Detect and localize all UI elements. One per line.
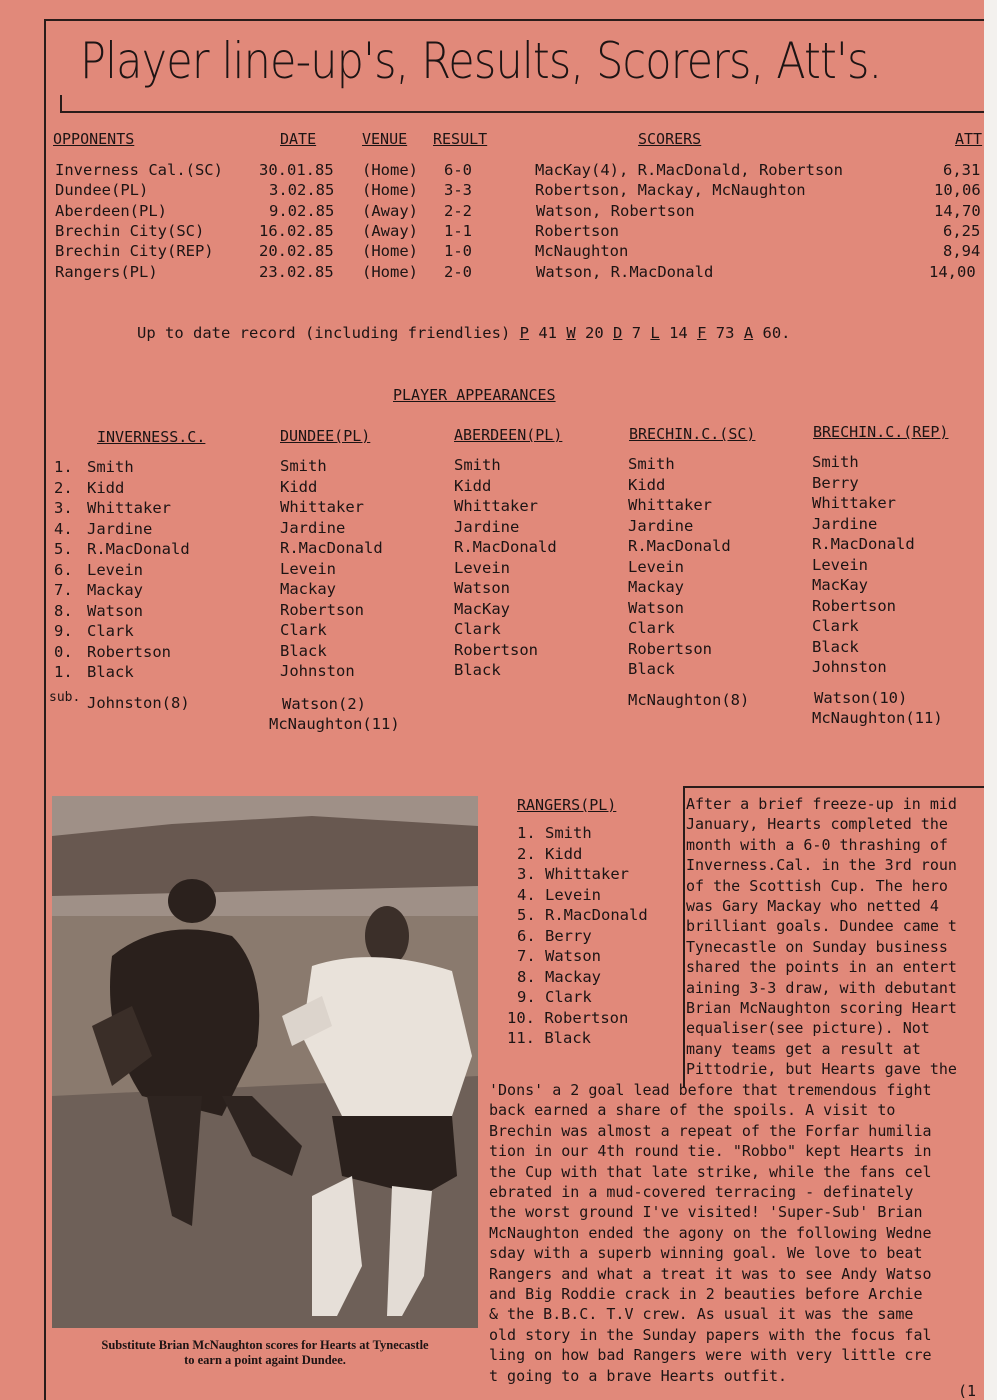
article-line: sday with a superb winning goal. We love to beat (489, 1244, 923, 1263)
header-venue: VENUE (362, 130, 408, 148)
lineup-number: 9. (54, 622, 73, 640)
photo-caption-line: Substitute Brian McNaughton scores for Hearts at Tynecastle (101, 1338, 429, 1352)
column-heading-aberdeen: ABERDEEN(PL) (454, 426, 563, 444)
article-line: the Cup with that late strike, while the fans cel (489, 1162, 932, 1181)
opponent-cell: Brechin City(REP) (55, 242, 214, 260)
player-name: Mackay (628, 578, 684, 596)
column-heading-inverness: INVERNESS.C. (97, 428, 206, 446)
season-record (137, 323, 791, 343)
player-name: Jardine (454, 517, 520, 536)
scorers-cell: McNaughton (535, 242, 629, 260)
player-name: Robertson (280, 600, 364, 619)
player-name: R.MacDonald (628, 537, 731, 555)
date-cell: 3.02.85 (269, 181, 335, 199)
article-line: January, Hearts completed the (686, 815, 948, 834)
result-cell: 3-3 (444, 181, 472, 199)
player-name: Jardine (628, 516, 694, 535)
lineup-number: 5. (54, 540, 73, 558)
substitute-name: McNaughton(8) (628, 690, 750, 709)
header-scorers: SCORERS (638, 130, 702, 148)
article-line: and Big Roddie crack in 2 beauties before Archie (489, 1285, 923, 1304)
player-name: 8. Mackay (517, 967, 601, 986)
article-line: McNaughton ended the agony on the following Wedne (489, 1223, 932, 1242)
record-f-label: F (697, 324, 707, 342)
player-name: Jardine (87, 519, 153, 538)
date-cell: 23.02.85 (259, 263, 334, 281)
player-name: Smith (280, 457, 327, 475)
opponent-cell: Inverness Cal.(SC) (55, 161, 223, 179)
player-name: Smith (628, 455, 675, 473)
player-name: Levein (628, 557, 684, 576)
lineup-number: 0. (54, 642, 73, 661)
venue-cell: (Away) (362, 202, 418, 220)
player-name: Whittaker (812, 494, 896, 512)
substitute-name: Johnston(8) (87, 693, 190, 712)
article-line: the worst ground I've visited! 'Super-Sub' Brian (489, 1203, 923, 1222)
att-cell: 10,06 (934, 181, 981, 199)
column-heading-dundee: DUNDEE(PL) (280, 427, 371, 445)
table-row (0, 160, 990, 180)
record-lost: 14 (669, 324, 688, 342)
opponent-cell: Rangers(PL) (55, 263, 158, 281)
player-name: Levein (280, 559, 336, 578)
result-cell: 6-0 (444, 161, 472, 179)
att-cell: 14,70 (934, 202, 981, 220)
player-name: Watson (87, 601, 143, 620)
player-name: Watson (454, 579, 510, 597)
player-name: Whittaker (628, 496, 712, 514)
player-name: Johnston (280, 662, 355, 680)
player-name: Black (812, 637, 859, 656)
date-cell: 16.02.85 (259, 222, 334, 240)
article-line: brilliant goals. Dundee came t (686, 917, 957, 936)
lineup-number: 2. (54, 478, 73, 497)
appearances-heading: PLAYER APPEARANCES (393, 386, 556, 404)
venue-cell: (Home) (362, 263, 418, 281)
column-heading-brechin-sc: BRECHIN.C.(SC) (629, 425, 756, 443)
player-name: Kidd (280, 477, 318, 496)
article-line: Tynecastle on Sunday business (686, 937, 948, 956)
scorers-cell: Robertson (535, 222, 619, 240)
page-frame-top (44, 19, 996, 21)
lineup-number: 8. (54, 601, 73, 620)
player-name: 7. Watson (517, 947, 601, 965)
result-cell: 2-0 (444, 263, 472, 281)
player-name: Black (87, 663, 134, 681)
column-heading-brechin-rep: BRECHIN.C.(REP) (813, 423, 949, 441)
lineup-number: 3. (54, 499, 73, 517)
venue-cell: (Home) (362, 161, 418, 179)
scorers-cell: Robertson, Mackay, McNaughton (535, 181, 806, 199)
player-name: Levein (87, 560, 143, 579)
att-cell: 8,94 (943, 242, 981, 260)
title-rule-tick (60, 95, 62, 112)
player-name: Levein (454, 558, 510, 577)
player-name: Jardine (280, 518, 346, 537)
substitute-name: Watson(10) (814, 688, 908, 707)
player-name: Black (280, 641, 327, 660)
player-name: Kidd (628, 475, 666, 494)
table-row (0, 241, 990, 261)
player-name: Johnston (812, 658, 887, 676)
header-date: DATE (280, 130, 317, 148)
article-boxed-text (686, 794, 957, 1080)
page-number: (1 (958, 1382, 977, 1400)
date-cell: 30.01.85 (259, 161, 334, 179)
lineup-aberdeen (454, 455, 557, 681)
scorers-cell: Watson, Robertson (536, 202, 695, 220)
player-name: 10. Robertson (507, 1008, 629, 1027)
opponent-cell: Dundee(PL) (55, 181, 149, 199)
article-line: ling on how bad Rangers were with very little cre (489, 1346, 932, 1365)
player-name: Clark (812, 617, 859, 635)
opponent-cell: Aberdeen(PL) (55, 202, 167, 220)
player-name: Clark (628, 619, 675, 637)
article-line: t going to a brave Hearts outfit. (489, 1366, 788, 1385)
article-line: Inverness.Cal. in the 3rd roun (686, 856, 957, 875)
article-line: Brian McNaughton scoring Heart (686, 999, 957, 1018)
article-line: 'Dons' a 2 goal lead before that tremendous fight (489, 1081, 932, 1099)
lineup-numbers (54, 457, 73, 683)
article-line: Pittodrie, but Hearts gave the (686, 1060, 957, 1079)
att-cell: 6,25 (943, 222, 981, 240)
article-line: old story in the Sunday papers with the focus fal (489, 1325, 932, 1344)
player-name: 5. R.MacDonald (517, 906, 648, 924)
article-line: tion in our 4th round tie. "Robbo" kept Hearts in (489, 1142, 932, 1161)
player-name: Clark (454, 620, 501, 638)
record-against: 60. (762, 324, 791, 342)
article-line: & the B.B.C. T.V crew. As usual it was the same (489, 1305, 914, 1324)
venue-cell: (Home) (362, 181, 418, 199)
header-att: ATT (955, 130, 983, 148)
opponent-cell: Brechin City(SC) (55, 222, 205, 240)
player-name: 6. Berry (517, 926, 592, 945)
article-wide-text (489, 1080, 932, 1386)
record-a-label: A (743, 324, 754, 342)
player-name: R.MacDonald (280, 539, 383, 557)
article-line: of the Scottish Cup. The hero (686, 876, 948, 895)
header-result: RESULT (433, 130, 488, 148)
lineup-brechin-rep (812, 452, 943, 729)
att-cell: 6,31 (943, 161, 981, 179)
lineup-inverness (87, 457, 190, 713)
player-name: R.MacDonald (87, 540, 190, 558)
article-line: aining 3-3 draw, with debutant (686, 978, 957, 997)
player-name: Mackay (280, 580, 336, 598)
article-line: month with a 6-0 thrashing of (686, 835, 948, 854)
lineup-number: 7. (54, 581, 73, 599)
player-name: Robertson (87, 642, 171, 661)
record-w-label: W (566, 324, 576, 342)
player-name: MacKay (812, 576, 868, 594)
record-won: 20 (585, 324, 604, 342)
player-name: Levein (812, 555, 868, 574)
sub-label: sub. (49, 690, 81, 705)
title-underline (60, 111, 990, 113)
scorers-cell: MacKay(4), R.MacDonald, Robertson (535, 161, 843, 179)
lineup-number: 4. (54, 519, 73, 538)
player-name: Black (454, 661, 501, 679)
player-name: Whittaker (280, 498, 364, 516)
article-line: After a brief freeze-up in mid (686, 795, 957, 813)
article-line: Brechin was almost a repeat of the Forfar humilia (489, 1121, 932, 1140)
column-heading-rangers: RANGERS(PL) (517, 796, 617, 814)
player-name: Whittaker (454, 497, 538, 515)
player-name: Smith (87, 458, 134, 476)
lineup-dundee (269, 456, 400, 735)
player-name: Clark (87, 622, 134, 640)
lineup-number: 1. (54, 663, 73, 681)
lineup-number: 6. (54, 560, 73, 579)
player-name: Smith (812, 453, 859, 471)
player-name: 4. Levein (517, 885, 601, 904)
player-name: MacKay (454, 599, 510, 618)
player-name: Kidd (454, 476, 492, 495)
match-photo (52, 796, 478, 1328)
substitute-name: McNaughton(11) (812, 709, 943, 727)
player-name: Robertson (812, 596, 896, 615)
player-name: 1. Smith (517, 824, 592, 842)
article-line: shared the points in an entert (686, 958, 957, 977)
player-name: Robertson (628, 639, 712, 658)
table-row (0, 180, 990, 200)
date-cell: 9.02.85 (269, 202, 335, 220)
player-name: Watson (628, 598, 684, 617)
player-name: Smith (454, 456, 501, 474)
table-row (0, 262, 990, 282)
article-line: equaliser(see picture). Not (686, 1019, 930, 1038)
venue-cell: (Away) (362, 222, 418, 240)
record-l-label: L (650, 324, 660, 342)
record-for: 73 (715, 324, 735, 342)
player-name: Jardine (812, 514, 878, 533)
scorers-cell: Watson, R.MacDonald (536, 263, 714, 281)
article-line: many teams get a result at (686, 1039, 921, 1058)
match-photo-image (52, 796, 478, 1328)
player-name: 2. Kidd (517, 844, 583, 863)
record-prefix: Up to date record (including friendlies) (137, 324, 511, 342)
header-opponents: OPPONENTS (53, 130, 135, 148)
substitute-name: Watson(2) (282, 694, 366, 713)
player-name: 3. Whittaker (517, 865, 629, 883)
result-cell: 1-1 (444, 222, 472, 240)
player-name: R.MacDonald (812, 535, 915, 553)
player-name: Whittaker (87, 499, 171, 517)
record-drawn: 7 (631, 324, 642, 342)
page-edge (984, 0, 997, 1400)
date-cell: 20.02.85 (259, 242, 334, 260)
lineup-rangers (507, 823, 648, 1049)
record-played: 41 (538, 324, 557, 342)
photo-caption-line: to earn a point againt Dundee. (184, 1353, 346, 1367)
record-d-label: D (613, 324, 623, 342)
lineup-number: 1. (54, 458, 73, 476)
article-line: was Gary Mackay who netted 4 (686, 897, 939, 916)
record-p-label: P (519, 324, 529, 342)
result-cell: 2-2 (444, 202, 472, 220)
photo-caption (52, 1338, 478, 1368)
player-name: 9. Clark (517, 988, 592, 1006)
table-row (0, 221, 990, 241)
article-line: ebrated in a mud-covered terracing - definately (489, 1183, 914, 1202)
article-line: Rangers and what a treat it was to see Andy Watso (489, 1264, 932, 1283)
venue-cell: (Home) (362, 242, 418, 260)
table-row (0, 201, 990, 221)
player-name: R.MacDonald (454, 538, 557, 556)
lineup-brechin-sc (628, 454, 749, 710)
article-line: back earned a share of the spoils. A visit to (489, 1101, 896, 1120)
player-name: Berry (812, 473, 859, 492)
player-name: Clark (280, 621, 327, 639)
player-name: Black (628, 660, 675, 678)
player-name: Robertson (454, 640, 538, 659)
substitute-name: McNaughton(11) (269, 715, 400, 733)
att-cell: 14,00 (929, 263, 976, 281)
player-name: Kidd (87, 478, 125, 497)
result-cell: 1-0 (444, 242, 472, 260)
page-title: Player line-up's, Results, Scorers, Att's. (80, 32, 882, 90)
player-name: 11. Black (507, 1029, 591, 1047)
player-name: Mackay (87, 581, 143, 599)
